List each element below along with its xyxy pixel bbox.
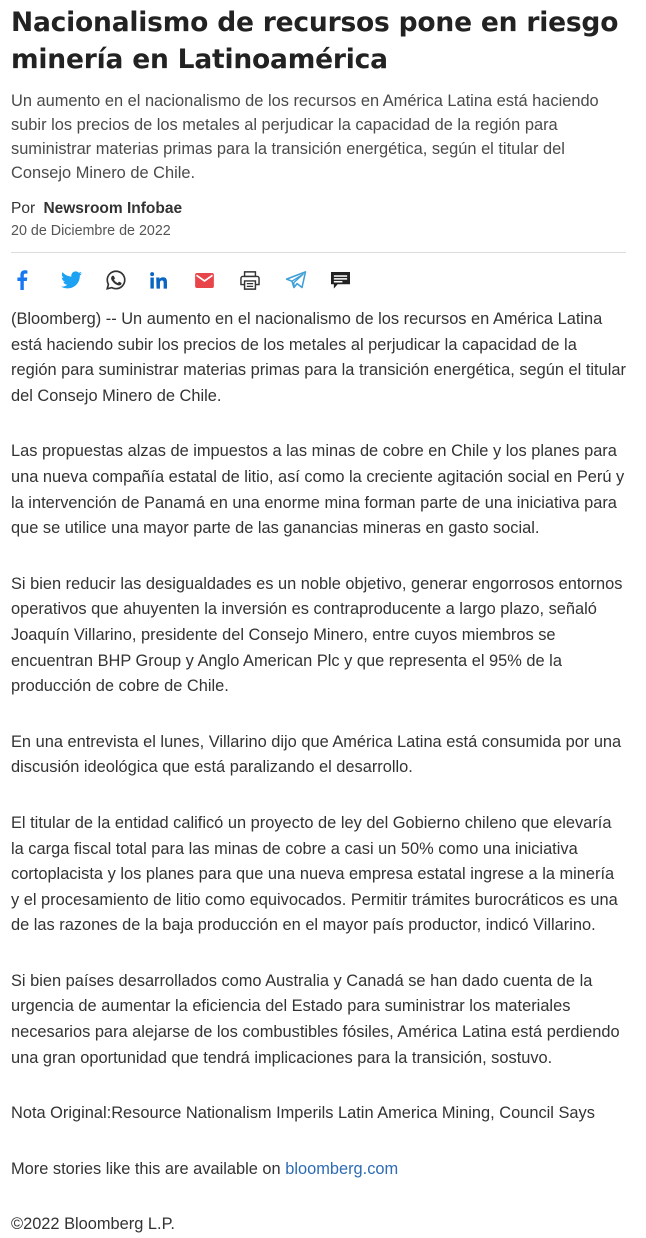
body-paragraph: Las propuestas alzas de impuestos a las minas de cobre en Chile y los planes para una nueva compañía estatal de litio, así como la creciente agitación social en Perú y la intervención de Panamá en una enorme mina forman parte de una iniciativa para que se utilice una mayor parte de las ganancias mineras en gasto social.	[11, 442, 625, 538]
author-link[interactable]: Newsroom Infobae	[43, 200, 183, 217]
body-paragraph: Si bien reducir las desigualdades es un noble objetivo, generar engorrosos entornos operativos que ahuyenten la inversión es contraproducente a largo plazo, señaló Joaquín Villarino, presidente del Consejo Minero, entre cuyos miembros se encuentran BHP Group y Anglo American Plc y que representa el 95% de la producción de cobre de Chile.	[11, 574, 623, 696]
byline	[11, 198, 626, 220]
article-body	[11, 307, 626, 1238]
facebook-icon	[16, 270, 28, 290]
bloomberg-link[interactable]: bloomberg.com	[285, 1159, 399, 1178]
more-stories	[11, 1157, 626, 1183]
print-icon	[240, 271, 260, 290]
byline-prefix: Por	[11, 200, 36, 217]
original-note: Nota Original:Resource Nationalism Imperils Latin America Mining, Council Says	[11, 1104, 595, 1123]
twitter-icon	[61, 271, 82, 289]
linkedin-icon	[150, 272, 167, 289]
share-telegram-button[interactable]	[285, 266, 330, 294]
telegram-icon	[285, 271, 307, 289]
headline: Nacionalismo de recursos pone en riesgo minería en Latinoamérica	[11, 7, 619, 75]
whatsapp-icon	[106, 270, 126, 290]
share-bar	[16, 253, 626, 307]
body-paragraph: El titular de la entidad calificó un proyecto de ley del Gobierno chileno que elevaría la carga fiscal total para las minas de cobre a casi un 50% como una iniciativa cortoplacista y los planes para que una nueva empresa estatal ingrese a la minería y el procesamiento de litio como equivocados. Permitir trámites burocráticos es una de las razones de la baja producción en el mayor país productor, indicó Villarino.	[11, 813, 618, 935]
share-email-button[interactable]	[195, 266, 240, 294]
email-icon	[195, 273, 214, 288]
subheadline: Un aumento en el nacionalismo de los recursos en América Latina está haciendo subir los precios de los metales al perjudicar la capacidad de la región para suministrar materias primas para la transición energética, según el titular del Consejo Minero de Chile.	[11, 92, 599, 182]
share-linkedin-button[interactable]	[150, 266, 195, 294]
share-twitter-button[interactable]	[61, 266, 106, 294]
body-paragraph: Si bien países desarrollados como Australia y Canadá se han dado cuenta de la urgencia de aumentar la eficiencia del Estado para suministrar los materiales necesarios para alejarse de los combustibles fósiles, América Latina está perdiendo una gran oportunidad que tendrá implicaciones para la transición, sostuvo.	[11, 971, 620, 1067]
body-paragraph: (Bloomberg) -- Un aumento en el nacionalismo de los recursos en América Latina está haciendo subir los precios de los metales al perjudicar la capacidad de la región para suministrar materias primas para la transición energética, según el titular del Consejo Minero de Chile.	[11, 310, 626, 405]
publish-date: 20 de Diciembre de 2022	[11, 223, 171, 239]
share-facebook-button[interactable]	[16, 266, 61, 294]
share-whatsapp-button[interactable]	[106, 266, 151, 294]
body-paragraph: En una entrevista el lunes, Villarino dijo que América Latina está consumida por una discusión ideológica que está paralizando el desarrollo.	[11, 732, 622, 777]
comments-icon	[330, 271, 351, 290]
comments-button[interactable]	[330, 266, 375, 294]
more-stories-text: More stories like this are available on	[11, 1159, 286, 1178]
copyright: ©2022 Bloomberg L.P.	[11, 1215, 175, 1234]
share-print-button[interactable]	[240, 266, 285, 294]
